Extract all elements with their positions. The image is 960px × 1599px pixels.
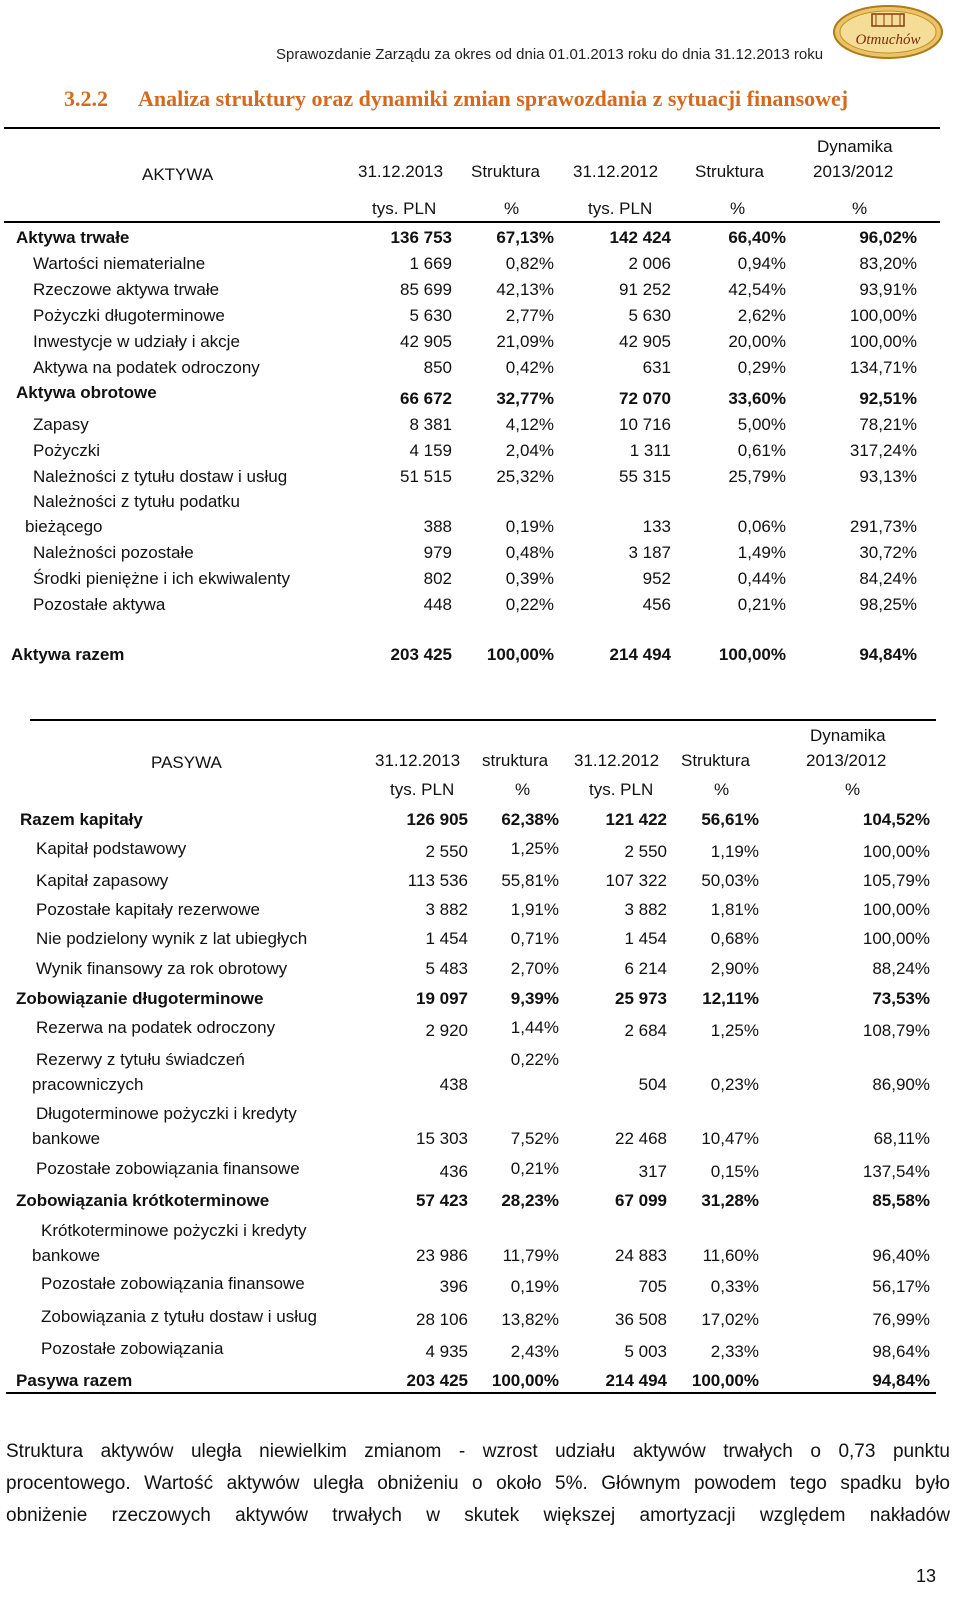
unit-col5: % [852, 199, 868, 218]
cell-value-2013: 15 303 [416, 1129, 468, 1148]
cell-value-2012: 3 882 [624, 900, 667, 919]
cell-value-2012: 67 099 [615, 1191, 667, 1210]
cell-struct-2012: 0,23% [710, 1075, 759, 1094]
cell-dynamics: 84,24% [859, 569, 917, 588]
row-label: Rzeczowe aktywa trwałe [33, 280, 220, 299]
cell-value-2012: 214 494 [609, 645, 671, 664]
header-pasywa: PASYWA [151, 753, 222, 772]
cell-value-2012: 631 [642, 358, 671, 377]
row-label: Pożyczki długoterminowe [33, 306, 225, 325]
cell-struct-2013: 0,42% [505, 358, 554, 377]
row-label: Zapasy [33, 415, 89, 434]
cell-struct-2013: 0,71% [510, 929, 559, 948]
row-label-cont: bankowe [32, 1129, 101, 1148]
cell-value-2013: 396 [439, 1277, 468, 1296]
cell-struct-2013: 4,12% [505, 415, 554, 434]
unit-col4: % [714, 780, 730, 799]
cell-struct-2012: 56,61% [701, 810, 759, 829]
cell-dynamics: 76,99% [872, 1310, 930, 1329]
cell-value-2012: 36 508 [615, 1310, 667, 1329]
cell-value-2013: 42 905 [400, 332, 452, 351]
cell-value-2012: 133 [642, 517, 671, 536]
cell-value-2013: 66 672 [400, 389, 452, 408]
cell-dynamics: 30,72% [859, 543, 917, 562]
cell-struct-2013: 0,39% [505, 569, 554, 588]
cell-struct-2013: 1,44% [510, 1018, 559, 1037]
cell-dynamics: 100,00% [862, 842, 930, 861]
cell-struct-2012: 42,54% [728, 280, 786, 299]
unit-col4: % [730, 199, 746, 218]
cell-value-2013: 126 905 [406, 810, 468, 829]
cell-dynamics: 78,21% [859, 415, 917, 434]
header-col-dynamics-period: 2013/2012 [813, 162, 894, 181]
cell-struct-2013: 2,04% [505, 441, 554, 460]
row-label: Kapitał podstawowy [36, 839, 187, 858]
cell-struct-2013: 1,91% [510, 900, 559, 919]
cell-struct-2012: 2,90% [710, 959, 759, 978]
cell-value-2012: 705 [638, 1277, 667, 1296]
row-label: Pozostałe aktywa [33, 595, 166, 614]
cell-dynamics: 104,52% [862, 810, 930, 829]
cell-struct-2013: 42,13% [496, 280, 554, 299]
cell-value-2012: 2 684 [624, 1021, 667, 1040]
cell-struct-2012: 100,00% [718, 645, 786, 664]
header-col-dynamics: Dynamika [817, 137, 893, 156]
cell-struct-2012: 1,19% [710, 842, 759, 861]
cell-dynamics: 100,00% [849, 306, 917, 325]
cell-dynamics: 93,13% [859, 467, 917, 486]
cell-struct-2013: 1,25% [510, 839, 559, 858]
row-label: Należności z tytułu dostaw i usług [33, 467, 288, 486]
cell-struct-2012: 1,81% [710, 900, 759, 919]
row-label: Pozostałe zobowiązania [41, 1339, 224, 1358]
cell-value-2012: 2 550 [624, 842, 667, 861]
cell-value-2013: 802 [423, 569, 452, 588]
header-col-dynamics: Dynamika [810, 726, 886, 745]
cell-value-2012: 6 214 [624, 959, 667, 978]
report-title: Sprawozdanie Zarządu za okres od dnia 01.01.2013 roku do dnia 31.12.2013 roku [276, 46, 824, 63]
cell-dynamics: 96,02% [859, 228, 917, 247]
cell-value-2013: 1 454 [425, 929, 468, 948]
unit-col1: tys. PLN [390, 780, 455, 799]
cell-value-2012: 55 315 [619, 467, 671, 486]
cell-struct-2012: 0,06% [737, 517, 786, 536]
cell-struct-2013: 0,22% [505, 595, 554, 614]
cell-value-2012: 25 973 [615, 989, 667, 1008]
header-col-2013: 31.12.2013 [375, 751, 461, 770]
cell-dynamics: 291,73% [849, 517, 917, 536]
cell-dynamics: 96,40% [872, 1246, 930, 1265]
cell-struct-2013: 67,13% [496, 228, 554, 247]
cell-value-2013: 203 425 [390, 645, 452, 664]
row-label: Rezerwy z tytułu świadczeń [36, 1050, 245, 1069]
cell-value-2012: 42 905 [619, 332, 671, 351]
header-col-struct-2012: Struktura [681, 751, 750, 770]
cell-struct-2013: 2,77% [505, 306, 554, 325]
cell-struct-2012: 50,03% [701, 871, 759, 890]
cell-struct-2013: 0,19% [505, 517, 554, 536]
cell-value-2013: 113 536 [407, 871, 468, 890]
cell-value-2013: 5 630 [409, 306, 452, 325]
header-col-2012: 31.12.2012 [574, 751, 660, 770]
cell-struct-2012: 2,62% [737, 306, 786, 325]
cell-value-2013: 4 159 [409, 441, 452, 460]
cell-value-2012: 24 883 [615, 1246, 667, 1265]
row-label: Wynik finansowy za rok obrotowy [36, 959, 288, 978]
cell-value-2013: 5 483 [425, 959, 468, 978]
cell-value-2013: 979 [423, 543, 452, 562]
cell-struct-2013: 55,81% [501, 871, 559, 890]
cell-dynamics: 105,79% [862, 871, 930, 890]
unit-col2: % [504, 199, 520, 218]
cell-struct-2012: 31,28% [701, 1191, 759, 1210]
row-label: Należności pozostałe [33, 543, 194, 562]
cell-struct-2012: 0,61% [737, 441, 786, 460]
row-label: Środki pieniężne i ich ekwiwalenty [33, 569, 291, 588]
cell-value-2013: 448 [423, 595, 452, 614]
cell-value-2013: 2 920 [425, 1021, 468, 1040]
unit-col5: % [845, 780, 861, 799]
cell-struct-2013: 0,19% [510, 1277, 559, 1296]
header-col-dynamics-period: 2013/2012 [806, 751, 887, 770]
cell-dynamics: 85,58% [872, 1191, 930, 1210]
cell-dynamics: 56,17% [872, 1277, 930, 1296]
cell-dynamics: 134,71% [849, 358, 917, 377]
row-label: Razem kapitały [20, 810, 143, 829]
cell-struct-2012: 0,29% [737, 358, 786, 377]
cell-dynamics: 100,00% [862, 900, 930, 919]
row-label: Krótkoterminowe pożyczki i kredyty [41, 1221, 307, 1240]
cell-dynamics: 137,54% [862, 1162, 930, 1181]
table-bottom-rule [6, 1392, 936, 1394]
cell-value-2013: 51 515 [400, 467, 452, 486]
cell-dynamics: 94,84% [872, 1371, 930, 1390]
commentary-line: obniżenie rzeczowych aktywów trwałych w skutek większej amortyzacji względem nakładów [6, 1505, 950, 1526]
cell-struct-2013: 0,21% [510, 1159, 559, 1178]
row-label: Długoterminowe pożyczki i kredyty [36, 1104, 297, 1123]
cell-value-2012: 1 311 [629, 441, 671, 460]
cell-struct-2013: 13,82% [501, 1310, 559, 1329]
cell-value-2013: 2 550 [425, 842, 468, 861]
cell-value-2012: 5 630 [628, 306, 671, 325]
cell-struct-2013: 28,23% [501, 1191, 559, 1210]
cell-dynamics: 98,25% [859, 595, 917, 614]
cell-value-2012: 952 [642, 569, 671, 588]
cell-dynamics: 94,84% [859, 645, 917, 664]
row-label: Aktywa obrotowe [16, 383, 157, 402]
cell-value-2013: 438 [439, 1075, 468, 1094]
cell-dynamics: 83,20% [859, 254, 917, 273]
row-label: Zobowiązania krótkoterminowe [16, 1191, 270, 1210]
cell-dynamics: 317,24% [849, 441, 917, 460]
cell-struct-2012: 17,02% [701, 1310, 759, 1329]
cell-value-2012: 504 [638, 1075, 667, 1094]
commentary-paragraph [6, 1436, 950, 1532]
cell-struct-2012: 0,21% [737, 595, 786, 614]
cell-value-2012: 121 422 [605, 810, 667, 829]
cell-value-2012: 317 [638, 1162, 667, 1181]
cell-value-2013: 850 [423, 358, 452, 377]
row-label: Rezerwa na podatek odroczony [36, 1018, 276, 1037]
cell-struct-2012: 33,60% [728, 389, 786, 408]
section-title: Analiza struktury oraz dynamiki zmian sprawozdania z sytuacji finansowej [138, 86, 849, 111]
cell-dynamics: 73,53% [872, 989, 930, 1008]
cell-struct-2013: 11,79% [502, 1246, 559, 1265]
cell-struct-2013: 2,43% [510, 1342, 559, 1361]
unit-col2: % [515, 780, 531, 799]
cell-value-2013: 19 097 [416, 989, 468, 1008]
cell-dynamics: 93,91% [859, 280, 917, 299]
row-label: Inwestycje w udziały i akcje [33, 332, 240, 351]
cell-struct-2013: 25,32% [496, 467, 554, 486]
cell-value-2012: 72 070 [619, 389, 671, 408]
cell-value-2012: 456 [642, 595, 671, 614]
cell-struct-2013: 0,48% [505, 543, 554, 562]
row-label: Należności z tytułu podatku [33, 492, 240, 511]
cell-struct-2012: 1,25% [710, 1021, 759, 1040]
cell-struct-2012: 100,00% [691, 1371, 759, 1390]
cell-struct-2012: 10,47% [701, 1129, 759, 1148]
unit-col3: tys. PLN [589, 780, 654, 799]
cell-value-2013: 436 [439, 1162, 468, 1181]
header-col-2013: 31.12.2013 [358, 162, 444, 181]
row-label: Aktywa razem [11, 645, 125, 664]
row-label-cont: pracowniczych [32, 1075, 144, 1094]
cell-dynamics: 100,00% [862, 929, 930, 948]
row-label: Nie podzielony wynik z lat ubiegłych [36, 929, 308, 948]
cell-struct-2013: 100,00% [491, 1371, 559, 1390]
row-label: Pożyczki [33, 441, 101, 460]
row-label: Pozostałe kapitały rezerwowe [36, 900, 260, 919]
cell-value-2013: 3 882 [425, 900, 468, 919]
cell-struct-2012: 11,60% [702, 1246, 759, 1265]
cell-struct-2012: 66,40% [728, 228, 786, 247]
cell-struct-2012: 0,68% [710, 929, 759, 948]
row-label: Aktywa na podatek odroczony [33, 358, 260, 377]
cell-value-2012: 142 424 [609, 228, 671, 247]
row-label: Pasywa razem [16, 1371, 133, 1390]
cell-struct-2012: 25,79% [728, 467, 786, 486]
cell-struct-2012: 20,00% [728, 332, 786, 351]
cell-struct-2012: 5,00% [737, 415, 786, 434]
section-number: 3.2.2 [64, 86, 108, 111]
cell-struct-2013: 9,39% [510, 989, 559, 1008]
cell-struct-2013: 2,70% [510, 959, 559, 978]
cell-struct-2012: 0,33% [710, 1277, 759, 1296]
cell-struct-2012: 2,33% [710, 1342, 759, 1361]
header-col-struct-2013: struktura [482, 751, 549, 770]
cell-value-2013: 203 425 [406, 1371, 468, 1390]
cell-dynamics: 92,51% [859, 389, 917, 408]
row-label: Zobowiązania z tytułu dostaw i usług [41, 1307, 317, 1326]
row-label: Wartości niematerialne [33, 254, 206, 273]
cell-value-2012: 22 468 [615, 1129, 667, 1148]
row-label: Kapitał zapasowy [36, 871, 169, 890]
cell-dynamics: 88,24% [872, 959, 930, 978]
row-label: Aktywa trwałe [16, 228, 130, 247]
cell-value-2012: 5 003 [624, 1342, 667, 1361]
unit-col3: tys. PLN [588, 199, 653, 218]
cell-value-2012: 214 494 [605, 1371, 667, 1390]
cell-struct-2013: 100,00% [486, 645, 554, 664]
cell-value-2012: 1 454 [624, 929, 667, 948]
cell-struct-2013: 0,22% [510, 1050, 559, 1069]
header-aktywa: AKTYWA [142, 165, 214, 184]
row-label: Zobowiązanie długoterminowe [16, 989, 264, 1008]
cell-dynamics: 100,00% [849, 332, 917, 351]
cell-value-2013: 8 381 [409, 415, 452, 434]
cell-struct-2012: 1,49% [737, 543, 786, 562]
cell-struct-2013: 62,38% [501, 810, 559, 829]
cell-value-2013: 388 [423, 517, 452, 536]
cell-value-2013: 57 423 [416, 1191, 468, 1210]
cell-value-2013: 1 669 [409, 254, 452, 273]
cell-struct-2012: 0,15% [710, 1162, 759, 1181]
cell-value-2012: 3 187 [628, 543, 671, 562]
row-label: Pozostałe zobowiązania finansowe [36, 1159, 300, 1178]
cell-dynamics: 68,11% [873, 1129, 930, 1148]
cell-struct-2012: 0,44% [737, 569, 786, 588]
cell-value-2012: 10 716 [619, 415, 671, 434]
commentary-line: procentowego. Wartość aktywów uległa obniżeniu o około 5%. Głównym powodem tego spadku było [6, 1473, 950, 1494]
row-label-cont: bieżącego [25, 517, 103, 536]
cell-value-2012: 2 006 [628, 254, 671, 273]
cell-value-2012: 91 252 [619, 280, 671, 299]
cell-struct-2013: 7,52% [510, 1129, 559, 1148]
header-col-2012: 31.12.2012 [573, 162, 659, 181]
cell-value-2012: 107 322 [605, 871, 667, 890]
cell-value-2013: 85 699 [400, 280, 452, 299]
header-col-struct-2012: Struktura [695, 162, 764, 181]
cell-value-2013: 23 986 [416, 1246, 468, 1265]
cell-dynamics: 108,79% [862, 1021, 930, 1040]
cell-dynamics: 86,90% [872, 1075, 930, 1094]
table-top-rule [30, 719, 936, 721]
header-col-struct-2013: Struktura [471, 162, 540, 181]
row-label: Pozostałe zobowiązania finansowe [41, 1274, 305, 1293]
cell-struct-2012: 12,11% [702, 989, 759, 1008]
cell-value-2013: 28 106 [416, 1310, 468, 1329]
cell-dynamics: 98,64% [872, 1342, 930, 1361]
cell-struct-2013: 0,82% [505, 254, 554, 273]
svg-text:Otmuchów: Otmuchów [855, 32, 921, 48]
cell-value-2013: 4 935 [425, 1342, 468, 1361]
cell-struct-2013: 21,09% [496, 332, 554, 351]
unit-col1: tys. PLN [372, 199, 437, 218]
cell-value-2013: 136 753 [390, 228, 452, 247]
row-label-cont: bankowe [32, 1246, 101, 1265]
cell-struct-2012: 0,94% [737, 254, 786, 273]
page-number: 13 [916, 1566, 937, 1586]
commentary-line: Struktura aktywów uległa niewielkim zmianom - wzrost udziału aktywów trwałych o 0,73 punktu [6, 1441, 950, 1462]
cell-struct-2013: 32,77% [496, 389, 554, 408]
